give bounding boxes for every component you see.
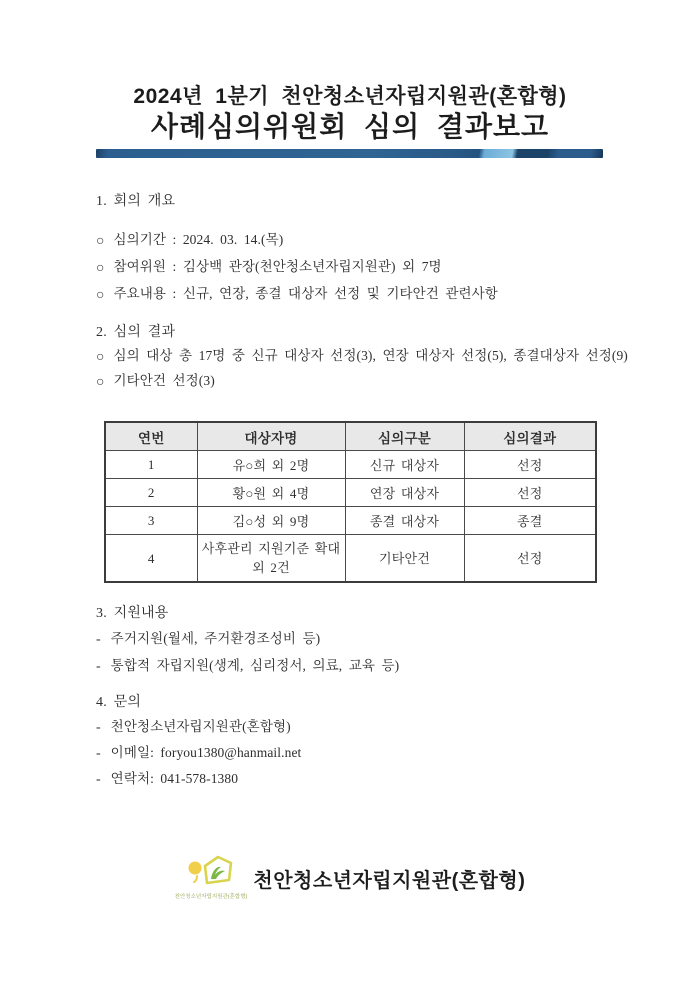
email-text: 이메일: foryou1380@hanmail.net — [110, 745, 302, 760]
dash-bullet-icon: - — [96, 659, 101, 674]
section-items — [96, 227, 616, 308]
section-items — [96, 714, 616, 792]
list-item — [96, 626, 616, 653]
section-heading: 1. 회의 개요 — [96, 194, 176, 209]
list-item — [96, 227, 616, 254]
list-item-text: 참여위원 : 김상백 관장(천안청소년자립지원관) 외 7명 — [113, 259, 442, 274]
section-items — [96, 344, 628, 394]
document-title-line2: 사례심의위원회 심의 결과보고 — [150, 111, 550, 142]
table-cell: 선정 — [464, 535, 596, 583]
section-heading: 4. 문의 — [96, 695, 142, 710]
column-header: 심의구분 — [345, 422, 464, 451]
list-item — [96, 740, 616, 766]
table-row — [105, 451, 596, 479]
column-header: 대상자명 — [197, 422, 345, 451]
table-cell: 선정 — [464, 451, 596, 479]
circle-bullet-icon: ○ — [96, 234, 105, 249]
list-item-text: 통합적 자립지원(생계, 심리정서, 의료, 교육 등) — [110, 658, 400, 673]
table-row — [105, 479, 596, 507]
list-item-text: 주거지원(월세, 주거환경조성비 등) — [110, 631, 321, 646]
list-item — [96, 766, 616, 792]
list-item — [96, 344, 628, 369]
footer-org-name: 천안청소년자립지원관(혼합형) — [253, 869, 526, 892]
list-item — [96, 653, 616, 680]
list-item-text: 기타안건 선정(3) — [113, 373, 215, 388]
section-items — [96, 626, 616, 680]
table-cell: 1 — [105, 451, 197, 479]
section-support-content — [96, 602, 616, 680]
table-cell: 김○성 외 9명 — [197, 507, 345, 535]
dash-bullet-icon: - — [96, 772, 101, 787]
list-item-text: 심의 대상 총 17명 중 신규 대상자 선정(3), 연장 대상자 선정(5), 종결대상자 선정(9) — [113, 348, 628, 363]
dash-bullet-icon: - — [96, 720, 101, 735]
table-cell: 기타안건 — [345, 535, 464, 583]
table-cell: 종결 — [464, 507, 596, 535]
section-heading: 2. 심의 결과 — [96, 325, 176, 340]
column-header: 심의결과 — [464, 422, 596, 451]
section-contact — [96, 691, 616, 792]
column-header: 연번 — [105, 422, 197, 451]
section-review-results — [96, 321, 628, 394]
org-name-text: 천안청소년자립지원관(혼합형) — [110, 719, 291, 734]
table-cell: 황○원 외 4명 — [197, 479, 345, 507]
table-row — [105, 507, 596, 535]
table-cell: 연장 대상자 — [345, 479, 464, 507]
circle-bullet-icon: ○ — [96, 288, 105, 303]
list-item — [96, 714, 616, 740]
review-results-table — [104, 421, 597, 583]
circle-bullet-icon: ○ — [96, 350, 105, 365]
table-cell: 2 — [105, 479, 197, 507]
table-cell: 종결 대상자 — [345, 507, 464, 535]
table-cell: 유○희 외 2명 — [197, 451, 345, 479]
table-cell: 3 — [105, 507, 197, 535]
circle-bullet-icon: ○ — [96, 375, 105, 390]
house-logo-icon — [184, 855, 238, 894]
title-divider-bar — [96, 149, 603, 158]
table-cell: 선정 — [464, 479, 596, 507]
phone-text: 연락처: 041-578-1380 — [110, 771, 239, 786]
logo-caption: 천안청소년자립지원관(혼합형) — [174, 894, 248, 900]
table-cell: 사후관리 지원기준 확대 외 2건 — [197, 535, 345, 583]
document-footer — [0, 855, 700, 901]
list-item — [96, 254, 616, 281]
document-header — [0, 84, 700, 158]
section-meeting-overview — [96, 190, 616, 308]
dash-bullet-icon: - — [96, 632, 101, 647]
table-header-row — [105, 422, 596, 451]
table-cell: 4 — [105, 535, 197, 583]
list-item-text: 주요내용 : 신규, 연장, 종결 대상자 선정 및 기타안건 관련사항 — [113, 286, 498, 301]
dash-bullet-icon: - — [96, 746, 101, 761]
document-title-line1: 2024년 1분기 천안청소년자립지원관(혼합형) — [133, 85, 567, 108]
circle-bullet-icon: ○ — [96, 261, 105, 276]
org-logo — [175, 855, 248, 901]
table-cell: 신규 대상자 — [345, 451, 464, 479]
list-item — [96, 281, 616, 308]
table-row — [105, 535, 596, 583]
list-item-text: 심의기간 : 2024. 03. 14.(목) — [113, 232, 284, 247]
list-item — [96, 369, 616, 394]
section-heading: 3. 지원내용 — [96, 606, 169, 621]
